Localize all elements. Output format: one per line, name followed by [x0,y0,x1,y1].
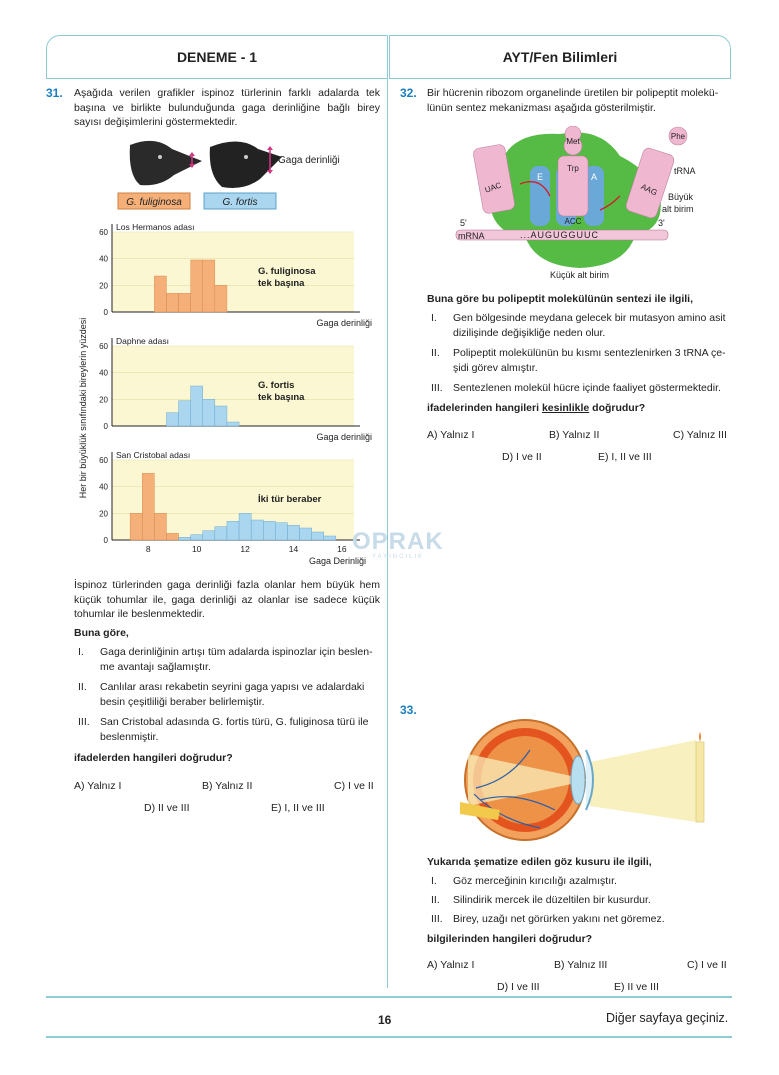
x-axis-label: Gaga derinliği [316,432,372,442]
y-tick-label: 20 [99,281,108,291]
bar [154,513,166,540]
panel-annotation: İki tür beraber [258,494,322,505]
panel-annotation: G. fuliginosa [258,266,316,277]
y-axis-label: Her bir büyüklük sınıfındaki bireylerin yüzdesi [78,317,88,499]
beak-depth-charts [72,218,382,576]
bar [251,520,263,540]
bar [215,406,227,426]
q33-question: bilgilerinden hangileri doğrudur? [427,933,593,945]
q33-lead: Yukarıda şematize edilen göz kusuru ile ilgili, [427,856,652,868]
light-cone-outside [590,740,696,822]
trna-label: tRNA [674,166,696,176]
q33-option-d[interactable]: D) I ve III [497,981,540,993]
candle-flame-icon [699,732,701,742]
bar [287,525,299,540]
bar [179,293,191,312]
bar [227,521,239,540]
bar [215,285,227,312]
y-tick-label: 20 [99,509,108,519]
phe-label: Phe [670,132,686,141]
bar [166,533,178,540]
q33-option-a[interactable]: A) Yalnız I [427,959,475,971]
x-axis-label: Gaga derinliği [316,318,372,328]
q31-item-3: III. San Cristobal adasında G. fortis türü, G. fuliginosa türü ile beslenmiştir. [78,716,369,743]
q32-option-d[interactable]: D) I ve II [502,451,542,463]
q31-stem: Aşağıda verilen grafikler ispinoz türlerinin farklı adalarda tek başına ve birlikte bulunduğunda gaga derinliğine bağlı birey sayısı değişimlerini göstermektedir. [74,87,380,128]
y-tick-label: 40 [99,254,108,264]
x-axis-label: Gaga Derinliği [308,556,366,566]
lens [571,756,585,804]
q32-item-2: II. Polipeptit molekülünün bu kısmı sentezlenirken 3 tRNA çe- şidi görev almıştır. [431,347,726,374]
q31-item-1: I. Gaga derinliğinin artışı tüm adalarda ispinozlar için beslen- me avantajı sağlamıştır. [78,646,373,673]
watermark-brand: OPRAK [352,528,444,555]
x-tick-label: 12 [240,544,250,554]
q33-option-e[interactable]: E) II ve III [614,981,659,993]
header-right [389,35,731,79]
x-tick-label: 16 [337,544,347,554]
panel-title: Los Hermanos adası [116,222,195,232]
q33-option-c[interactable]: C) I ve II [687,959,727,971]
five-prime: 5' [460,218,467,228]
q33-item-3: III. Birey, uzağı net görürken yakını net göremez. [431,913,665,925]
q32-option-e[interactable]: E) I, II ve III [598,451,652,463]
panel-title: Daphne adası [116,336,169,346]
bar [324,536,336,540]
anticodon-aag: AAG [639,182,659,198]
bar [227,422,239,426]
q32-question: ifadelerinden hangileri kesinlikle doğrudur? [427,402,646,414]
footer-bottom-line [46,1036,732,1038]
footer-top-line [46,996,732,998]
q31-lead: Buna göre, [74,627,129,639]
q32-lead: Buna göre bu polipeptit molekülünün sentezi ile ilgili, [427,293,694,305]
bar [239,513,251,540]
bar [179,401,191,426]
q31-option-e[interactable]: E) I, II ve III [271,802,325,814]
bar [203,531,215,540]
page-number: 16 [378,1013,392,1027]
kucuk-label: Küçük alt birim [550,270,610,280]
q31-option-c[interactable]: C) I ve II [334,780,374,792]
panel-title: San Cristobal adası [116,450,191,460]
bar [154,276,166,312]
q31-option-b[interactable]: B) Yalnız II [202,780,253,792]
q32-option-c[interactable]: C) Yalnız III [673,429,727,441]
y-tick-label: 0 [103,536,108,545]
q32-item-1: I. Gen bölgesinde meydana gelecek bir mutasyon amino asit dizilişinde değişikliğe neden olur. [431,312,726,339]
bar [166,293,178,312]
bar [300,528,312,540]
q31-paragraph: İspinoz türlerinden gaga derinliği fazla olanlar hem büyük hem küçük tohumlar ile, gaga derinliği az olanlar ise sadece küçük tohumlar ile beslenmektedir. [74,579,380,620]
legend-fuliginosa: G. fuliginosa [126,197,182,208]
q31-option-a[interactable]: A) Yalnız I [74,780,122,792]
x-tick-label: 8 [145,544,151,554]
legend-fortis: G. fortis [222,197,258,208]
bar [191,260,203,312]
q32-option-b[interactable]: B) Yalnız II [549,429,600,441]
bar [203,260,215,312]
anticodon-uac: UAC [483,180,503,195]
panel-annotation: G. fortis [258,380,295,391]
anticodon-acc: ACC [564,217,582,226]
bar [203,399,215,426]
site-e-label: E [536,172,544,182]
bar [191,386,203,426]
watermark-sub: YAYINCILIK [372,554,425,560]
header-left-title: DENEME - 1 [176,49,258,65]
bar [166,413,178,426]
header-left [46,35,388,79]
buyuk-label-1: Büyük [668,192,694,202]
met-label: Met [566,137,580,146]
bar [130,513,142,540]
x-tick-label: 10 [191,544,202,554]
q32-item-3: III. Sentezlenen molekül hücre içinde faaliyet göstermektedir. [431,382,721,394]
bar [312,532,324,540]
ribosome-figure [450,126,710,284]
bar [263,521,275,540]
x-tick-label: 14 [288,544,299,554]
q32-stem: Bir hücrenin ribozom organelinde üretilen bir polipeptit molekü- lünün sentez mekanizması aşağıda gösterilmiştir. [427,87,719,114]
q33-item-1: I. Göz merceğinin kırıcılığı azalmıştır. [431,875,617,887]
next-page-note: Diğer sayfaya geçiniz. [606,1011,729,1025]
gaga-derinligi-label: Gaga derinliği [278,155,340,166]
q33-item-2: II. Silindirik mercek ile düzeltilen bir kusurdur. [431,894,651,906]
y-tick-label: 0 [103,422,108,431]
three-prime: 3' [658,218,665,228]
mrna-label: mRNA [458,231,485,241]
q33-option-b[interactable]: B) Yalnız III [554,959,608,971]
y-tick-label: 60 [99,342,108,351]
buyuk-label-2: alt birim [662,204,694,214]
bar [215,527,227,540]
plot-area-1 [112,232,354,312]
panel-annotation: tek başına [258,392,305,403]
bar [142,473,154,540]
q31-question: ifadelerden hangileri doğrudur? [74,752,233,764]
y-tick-label: 60 [99,228,108,237]
q33-number: 33. [400,703,417,717]
y-tick-label: 40 [99,482,108,492]
q32-number: 32. [400,86,417,100]
header-right-title: AYT/Fen Bilimleri [502,49,618,65]
eye-figure [460,710,710,850]
y-tick-label: 40 [99,368,108,378]
q32-option-a[interactable]: A) Yalnız I [427,429,475,441]
bar [191,535,203,540]
mrna-sequence: ...AUGUGGUUC [520,230,600,240]
bar [179,537,191,540]
panel-annotation: tek başına [258,278,305,289]
small-subunit [525,236,635,268]
bar [275,523,287,540]
y-tick-label: 60 [99,456,108,465]
plot-area-2 [112,346,354,426]
q31-number: 31. [46,86,63,100]
finch-head-fuliginosa [130,141,202,185]
trp-label: Trp [567,164,579,173]
candle-object [696,742,704,822]
q31-option-d[interactable]: D) II ve III [144,802,190,814]
y-tick-label: 20 [99,395,108,405]
finch-figure [110,135,390,215]
q31-item-2: II. Canlılar arası rekabetin seyrini gaga yapısı ve adalardaki besin çeşitliliği beraber belirlemiştir. [78,681,365,708]
site-a-label: A [590,172,598,182]
y-tick-label: 0 [103,308,108,317]
